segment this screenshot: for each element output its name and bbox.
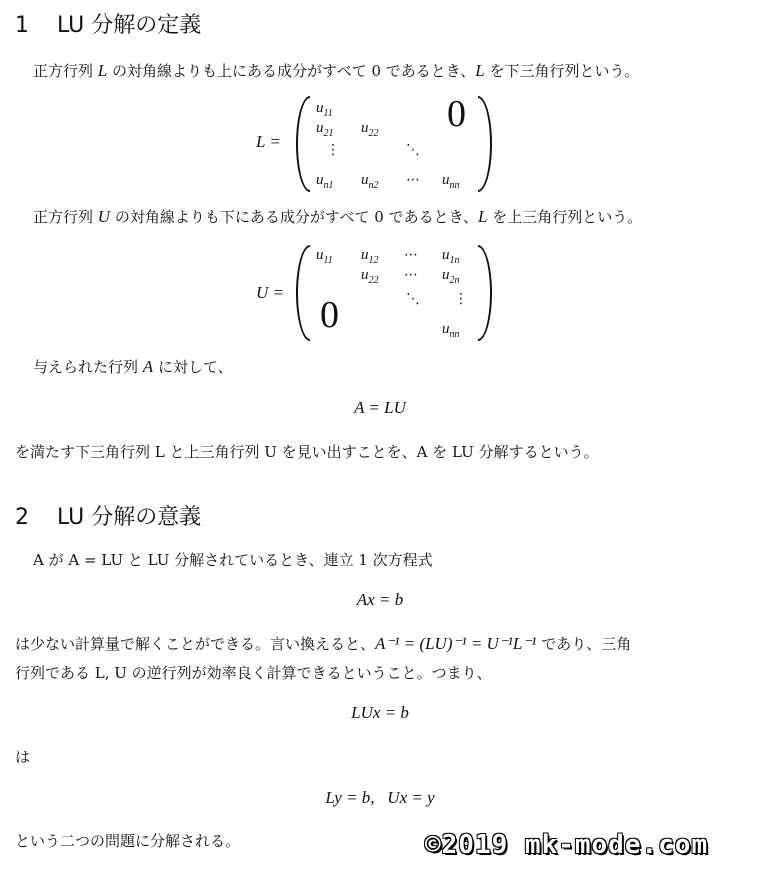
right-paren [478, 96, 492, 192]
equation-lux-equals-b: LUx = b [351, 703, 409, 722]
text: 正方行列 [33, 208, 98, 226]
horizontal-dots: ⋯ [404, 247, 418, 263]
upper-triangular-matrix [256, 245, 496, 341]
two-problems-text: という二つの問題に分解される。 [15, 832, 241, 850]
section-number: 1 [15, 13, 29, 38]
diagonal-dots: ⋱ [406, 291, 420, 307]
math-var: A [142, 357, 154, 376]
equation-a-equals-lu: A = LU [354, 398, 406, 417]
matrix-cell: $u_{n2}$ [361, 172, 379, 191]
math-var: U [97, 207, 111, 226]
matrix-label: U = [256, 283, 284, 302]
vertical-dots: ⋮ [326, 142, 340, 158]
matrix-label: L = [256, 132, 281, 151]
text: に対して、 [153, 358, 233, 376]
text: の対角線よりも下にある成分がすべて 0 であるとき、 [110, 208, 479, 226]
text: の対角線よりも上にある成分がすべて 0 であるとき、 [107, 62, 476, 80]
text: であり、三角 [536, 635, 632, 653]
text: 正方行列 [33, 62, 98, 80]
matrix-cell: $u_{nn}$ [442, 321, 460, 340]
horizontal-dots: ⋯ [404, 267, 418, 283]
math-inverse-formula: A⁻¹ = (LU)⁻¹ = U⁻¹L⁻¹ [375, 634, 537, 653]
inverse-explanation-line2: 行列である L, U の逆行列が効率良く計算できるということ。つまり、 [15, 664, 492, 682]
lower-triangular-definition [33, 56, 639, 86]
given-matrix-text [33, 352, 233, 382]
copyright-watermark: ©2019 mk-mode.com [425, 830, 709, 860]
matrix-cell: $u_{nn}$ [442, 172, 460, 191]
left-paren [296, 245, 310, 341]
matrix-cell: $u_{11}$ [316, 100, 333, 119]
section-title: LU 分解の定義 [57, 13, 202, 38]
right-paren [478, 245, 492, 341]
matrix-cell: $u_{21}$ [316, 120, 334, 139]
matrix-cell: $u_{12}$ [361, 247, 379, 266]
matrix-cell: $u_{2n}$ [442, 267, 460, 286]
equation-ax-equals-b: Ax = b [356, 590, 404, 609]
lower-triangular-matrix [256, 93, 496, 192]
lu-significance-text: A が A = LU と LU 分解されているとき、連立 1 次方程式 [33, 551, 433, 569]
matrix-cell: $u_{n1}$ [316, 172, 334, 191]
section-title: LU 分解の意義 [57, 505, 202, 530]
math-var: L [475, 61, 485, 80]
zero-block: 0 [320, 294, 339, 336]
text: を上三角行列という。 [487, 208, 643, 226]
matrix-cell: $u_{22}$ [361, 267, 379, 286]
inverse-explanation-line1 [15, 629, 631, 659]
section-2-heading [15, 500, 201, 531]
text: を下三角行列という。 [484, 62, 640, 80]
horizontal-dots: ⋯ [406, 172, 420, 188]
math-var: L [97, 61, 108, 80]
section-1-heading [15, 8, 201, 39]
equation-ly-ux: Ly = b, Ux = y [325, 788, 435, 807]
left-paren [296, 96, 310, 192]
lu-decomposition-definition: を満たす下三角行列 L と上三角行列 U を見い出すことを、A を LU 分解するという。 [15, 443, 599, 461]
wa-text: は [15, 748, 31, 766]
upper-triangular-definition [33, 202, 642, 232]
matrix-cell: $u_{22}$ [361, 120, 379, 139]
diagonal-dots: ⋱ [406, 142, 420, 158]
vertical-dots: ⋮ [454, 291, 468, 307]
section-number: 2 [15, 505, 29, 530]
matrix-cell: $u_{1n}$ [442, 247, 460, 266]
math-var: L [478, 207, 488, 226]
text: は少ない計算量で解くことができる。言い換えると、 [15, 635, 376, 653]
matrix-cell: $u_{11}$ [316, 247, 333, 266]
zero-block: 0 [447, 93, 466, 135]
text: 与えられた行列 [33, 358, 143, 376]
